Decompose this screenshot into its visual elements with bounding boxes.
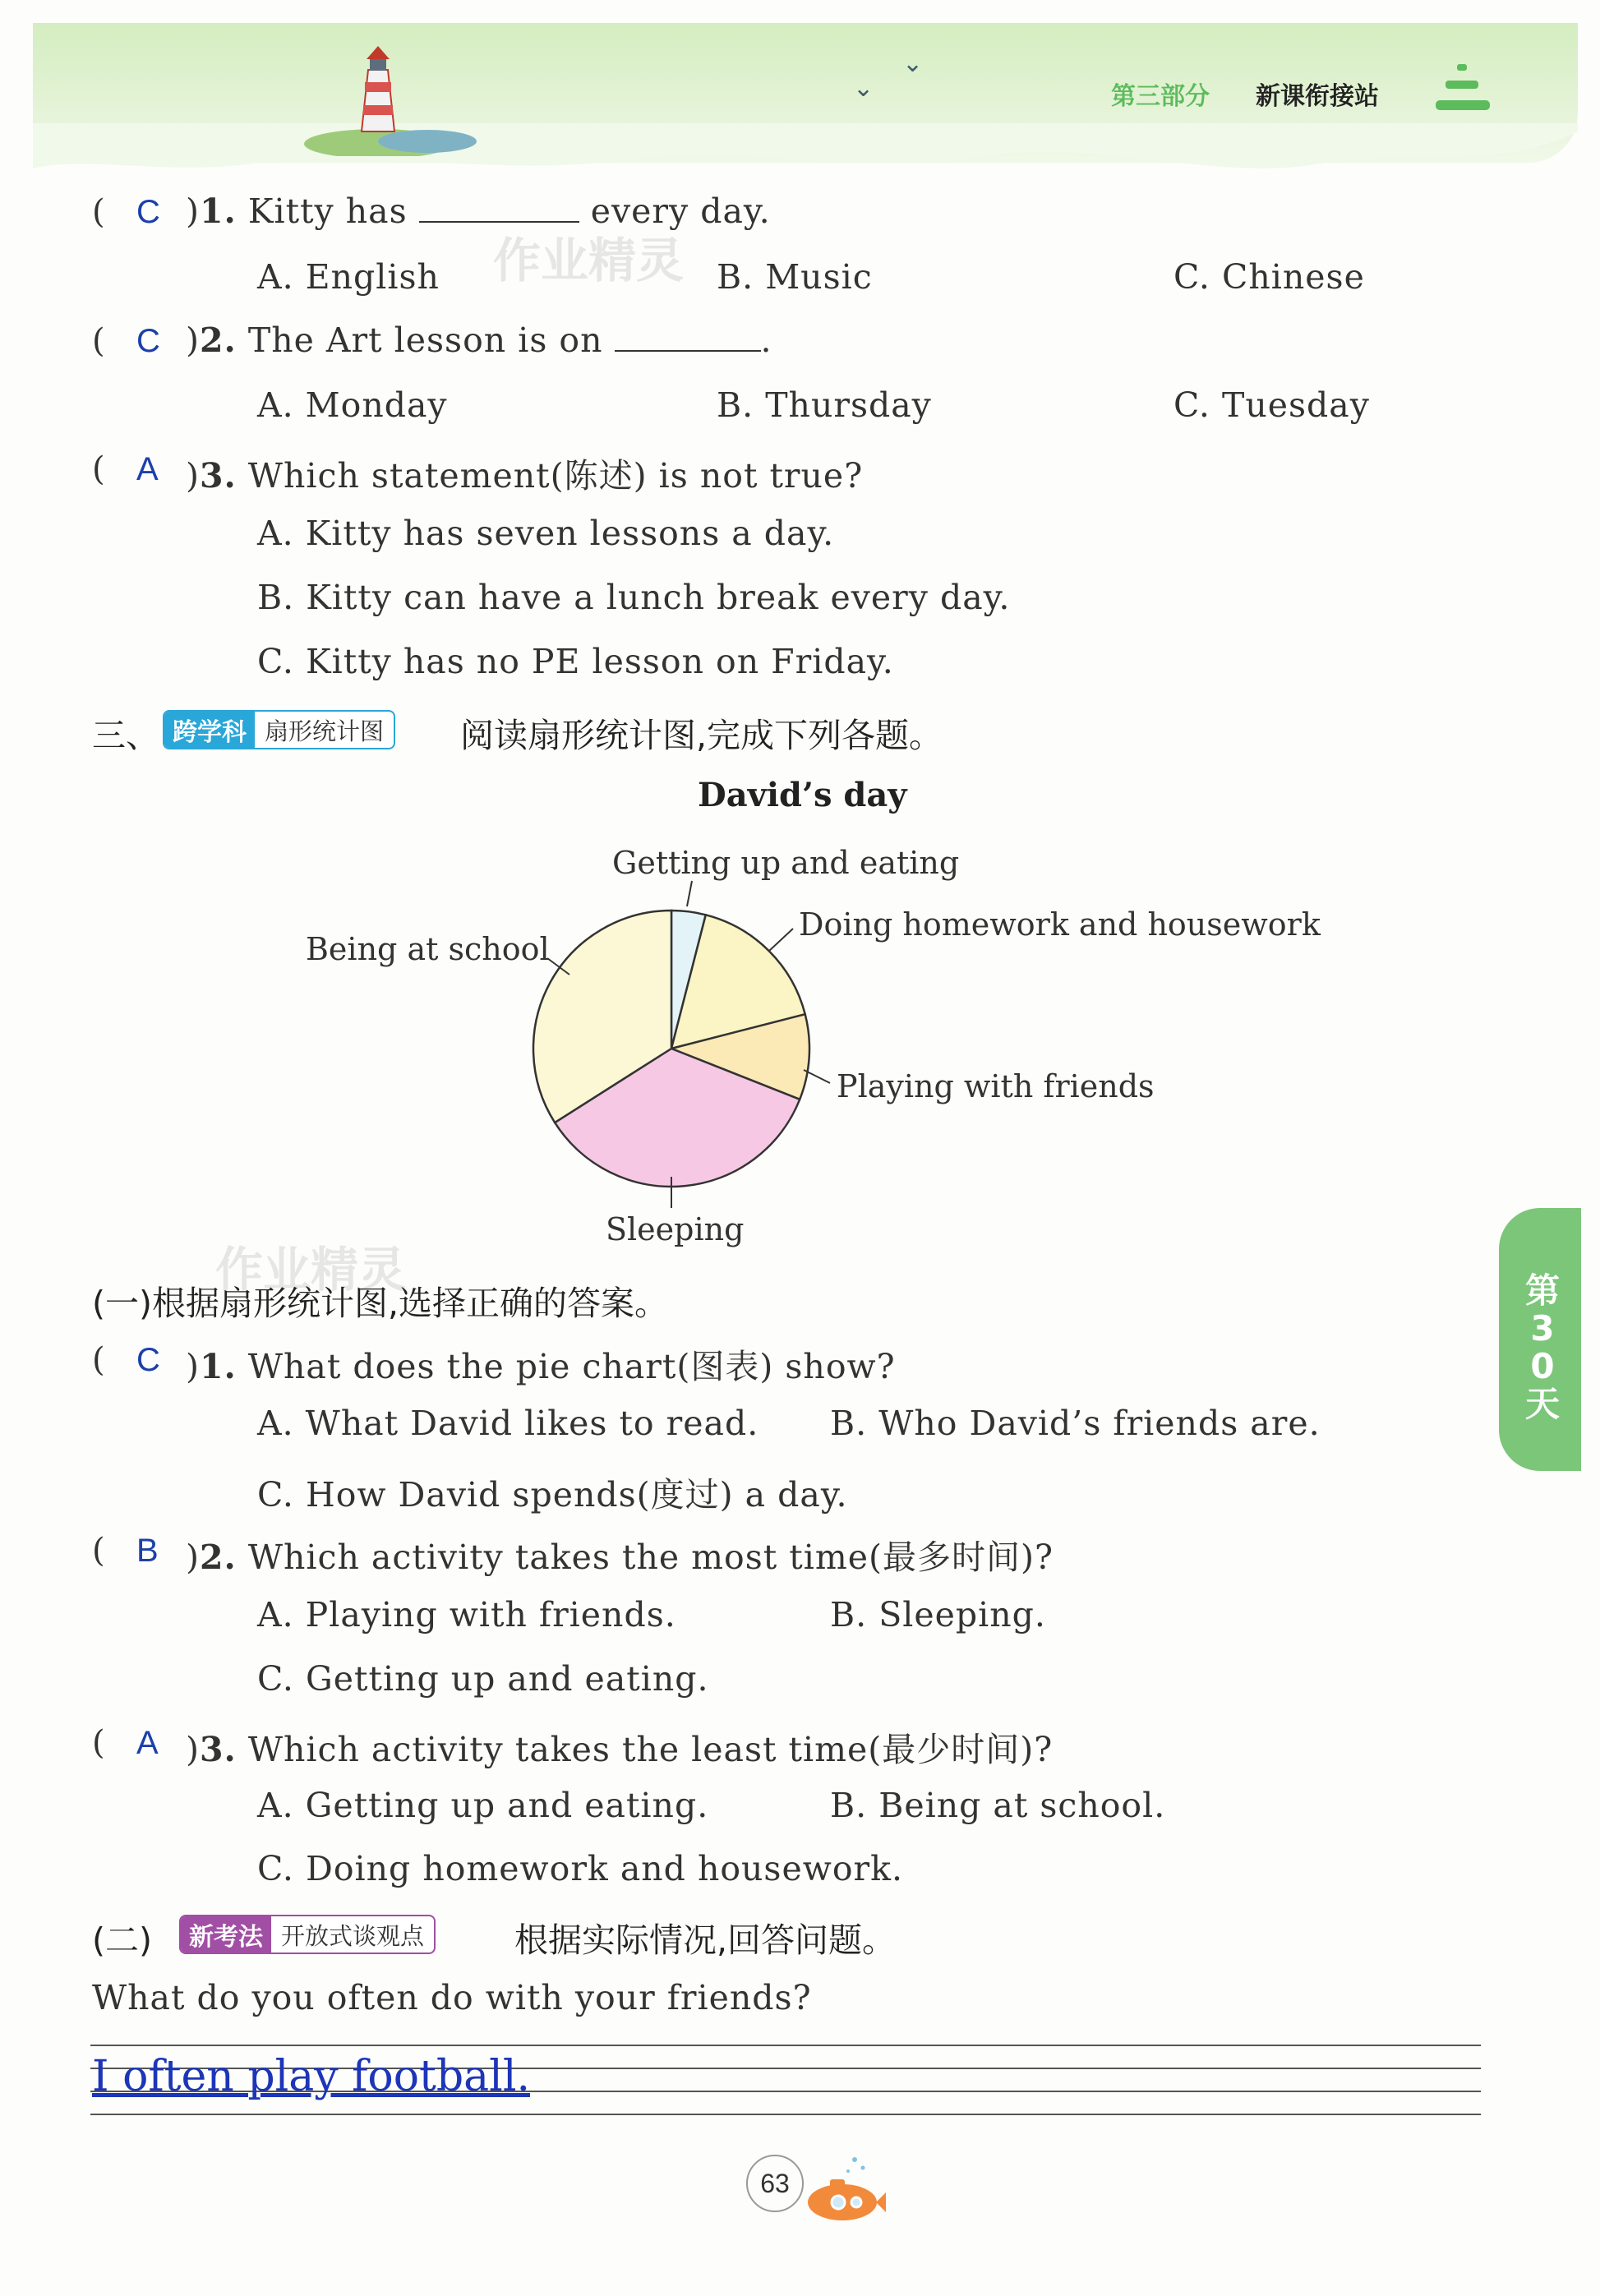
question-stem: )3. Which statement(陈述) is not true?	[186, 456, 864, 496]
option-a: A. What David likes to read.	[257, 1404, 759, 1443]
option-b: B. Who David’s friends are.	[830, 1404, 1321, 1443]
side-tab-label: 第30天	[1524, 1270, 1560, 1424]
open-question: What do you often do with your friends?	[92, 1978, 812, 2017]
option-b: B. Being at school.	[830, 1786, 1166, 1825]
answer-letter: C	[136, 1342, 160, 1378]
option-a: A. Kitty has seven lessons a day.	[257, 514, 835, 553]
option-a: A. Monday	[257, 385, 448, 425]
option-c: C. Tuesday	[1173, 385, 1370, 425]
question-stem: )1. What does the pie chart(图表) show?	[186, 1347, 896, 1386]
pie-label-getting-up: Getting up and eating	[612, 845, 960, 881]
answer-paren: (	[92, 1341, 105, 1379]
pie-label-homework: Doing homework and housework	[799, 906, 1321, 943]
question-stem: )2. The Art lesson is on .	[186, 320, 772, 360]
option-a: A. English	[257, 257, 440, 297]
option-c: C. Doing homework and housework.	[257, 1849, 903, 1888]
option-c: C. How David spends(度过) a day.	[257, 1475, 848, 1515]
option-b: B. Thursday	[717, 385, 932, 425]
answer-letter: C	[136, 194, 160, 230]
pie-label-playing: Playing with friends	[837, 1068, 1155, 1104]
subsection-instruction: (一)根据扇形统计图,选择正确的答案。	[92, 1284, 669, 1323]
option-b: B. Sleeping.	[830, 1595, 1046, 1634]
question-stem: )3. Which activity takes the least time(最少时间)?	[186, 1730, 1054, 1769]
option-c: C. Chinese	[1173, 257, 1365, 297]
answer-paren: (	[92, 1532, 105, 1570]
pie-label-school: Being at school	[306, 931, 550, 967]
page-number: 63	[746, 2155, 804, 2212]
subsection-tag: 新考法 开放式谈观点	[179, 1915, 436, 1954]
header-section: 第三部分	[1111, 82, 1210, 111]
section-number: 三、	[92, 716, 159, 755]
subsection-number: (二)	[92, 1920, 152, 1960]
submarine-icon	[797, 2151, 888, 2225]
section-tag: 跨学科 扇形统计图	[163, 710, 395, 749]
bird-icon: ⌄	[902, 49, 924, 78]
answer-line	[90, 2045, 1481, 2046]
section-instruction: 阅读扇形统计图,完成下列各题。	[460, 716, 943, 755]
handwritten-answer: I often play football.	[92, 2052, 530, 2101]
answer-paren: (	[92, 450, 105, 488]
answer-letter: C	[136, 323, 160, 359]
option-c: C. Getting up and eating.	[257, 1659, 709, 1699]
bird-icon: ⌄	[853, 74, 874, 103]
watermark: 作业精灵	[215, 1242, 407, 1298]
option-a: A. Playing with friends.	[257, 1595, 676, 1634]
chart-title: David’s day	[698, 776, 907, 814]
question-stem: )2. Which activity takes the most time(最多时间)?	[186, 1538, 1054, 1577]
option-a: A. Getting up and eating.	[257, 1786, 709, 1825]
watermark: 作业精灵	[493, 233, 685, 288]
header-title: 新课衔接站	[1256, 82, 1379, 111]
answer-letter: B	[136, 1533, 159, 1569]
answer-paren: (	[92, 322, 105, 360]
answer-letter: A	[136, 451, 159, 487]
answer-line	[90, 2114, 1481, 2115]
option-b: B. Kitty can have a lunch break every day.	[257, 578, 1011, 617]
option-c: C. Kitty has no PE lesson on Friday.	[257, 642, 894, 681]
answer-letter: A	[136, 1725, 159, 1761]
answer-paren: (	[92, 1724, 105, 1762]
pie-label-sleeping: Sleeping	[606, 1211, 745, 1247]
answer-paren: (	[92, 193, 105, 231]
subsection-instruction: 根据实际情况,回答问题。	[514, 1920, 897, 1960]
option-b: B. Music	[717, 257, 873, 297]
question-stem: )1. Kitty has every day.	[186, 191, 771, 231]
